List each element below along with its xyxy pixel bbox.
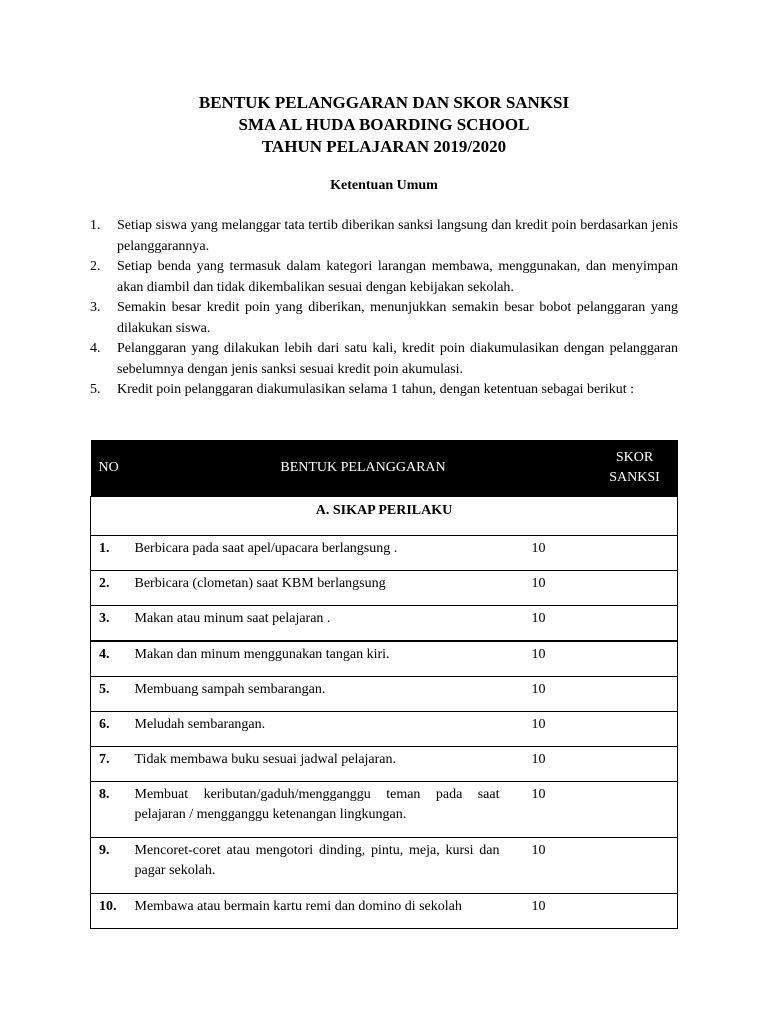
header-no: NO: [91, 440, 135, 497]
rule-text: Pelanggaran yang dilakukan lebih dari satu kali, kredit poin diakumulasikan dengan pelanggaran sebelumnya dengan jenis sanksi sesuai kredit poin akumulasi.: [117, 341, 678, 377]
row-number: 4.: [91, 641, 135, 677]
table-row: [91, 712, 678, 747]
row-description: Makan dan minum menggunakan tangan kiri.: [135, 641, 592, 677]
table-row: [91, 894, 678, 929]
row-number: 3.: [91, 606, 135, 642]
header-skor-line-1: SKOR: [615, 450, 654, 465]
table-header-row: [91, 440, 678, 497]
section-row: [91, 497, 678, 536]
row-description: Berbicara (clometan) saat KBM berlangsung: [135, 571, 592, 606]
general-rules-list: [90, 216, 678, 401]
title-line-3: TAHUN PELAJARAN 2019/2020: [261, 137, 507, 156]
rule-text: Setiap benda yang termasuk dalam kategori larangan membawa, menggunakan, dan menyimpan akan diambil dan tidak dikembalikan sesuai dengan kebijakan sekolah.: [117, 259, 678, 295]
title-line-1: BENTUK PELANGGARAN DAN SKOR SANKSI: [198, 93, 570, 112]
rule-item: [90, 339, 678, 380]
row-number: 7.: [91, 747, 135, 782]
row-score: 10: [592, 641, 678, 677]
document-title: [0, 92, 768, 158]
row-description: Mencoret-coret atau mengotori dinding, pintu, meja, kursi dan pagar sekolah.: [135, 838, 592, 894]
row-description: Tidak membawa buku sesuai jadwal pelajaran.: [135, 747, 592, 782]
row-score: 10: [592, 606, 678, 642]
rule-number: 4.: [90, 341, 101, 356]
header-skor-sanksi: [592, 440, 678, 497]
row-description: Meludah sembarangan.: [135, 712, 592, 747]
table-row: [91, 641, 678, 677]
rule-text: Kredit poin pelanggaran diakumulasikan selama 1 tahun, dengan ketentuan sebagai berikut :: [117, 382, 635, 397]
table-row: [91, 782, 678, 838]
row-score: 10: [592, 747, 678, 782]
row-number: 10.: [91, 894, 135, 929]
row-number: 9.: [91, 838, 135, 894]
row-score: 10: [592, 712, 678, 747]
rule-number: 3.: [90, 300, 101, 315]
rule-number: 1.: [90, 218, 101, 233]
rule-number: 2.: [90, 259, 101, 274]
row-score: 10: [592, 677, 678, 712]
row-score: 10: [592, 536, 678, 571]
table-row: [91, 606, 678, 642]
section-heading-ketentuan-umum: Ketentuan Umum: [330, 178, 438, 193]
row-number: 6.: [91, 712, 135, 747]
row-number: 2.: [91, 571, 135, 606]
rule-item: [90, 298, 678, 339]
row-number: 1.: [91, 536, 135, 571]
row-description: Berbicara pada saat apel/upacara berlangsung .: [135, 536, 592, 571]
row-description: Membuang sampah sembarangan.: [135, 677, 592, 712]
row-number: 5.: [91, 677, 135, 712]
rule-item: [90, 380, 678, 401]
rule-text: Setiap siswa yang melanggar tata tertib diberikan sanksi langsung dan kredit poin berdasarkan jenis pelanggarannya.: [117, 218, 678, 254]
rule-item: [90, 216, 678, 257]
violation-score-table: [90, 440, 678, 929]
row-score: 10: [592, 894, 678, 929]
table-row: [91, 838, 678, 894]
table-row: [91, 747, 678, 782]
table-row: [91, 536, 678, 571]
row-description: Membuat keributan/gaduh/mengganggu teman pada saat pelajaran / mengganggu ketenangan lingkungan.: [135, 782, 592, 838]
header-bentuk-pelanggaran: BENTUK PELANGGARAN: [135, 440, 592, 497]
rule-number: 5.: [90, 382, 101, 397]
header-skor-line-2: SANKSI: [609, 470, 660, 485]
row-description: Makan atau minum saat pelajaran .: [135, 606, 592, 642]
table-row: [91, 677, 678, 712]
row-score: 10: [592, 782, 678, 838]
rule-item: [90, 257, 678, 298]
row-score: 10: [592, 571, 678, 606]
rule-text: Semakin besar kredit poin yang diberikan, menunjukkan semakin besar bobot pelanggaran yang dilakukan siswa.: [117, 300, 678, 336]
table-row: [91, 571, 678, 606]
row-score: 10: [592, 838, 678, 894]
section-title: A. SIKAP PERILAKU: [91, 497, 678, 536]
row-number: 8.: [91, 782, 135, 838]
title-line-2: SMA AL HUDA BOARDING SCHOOL: [238, 115, 530, 134]
row-description: Membawa atau bermain kartu remi dan domino di sekolah: [135, 894, 592, 929]
